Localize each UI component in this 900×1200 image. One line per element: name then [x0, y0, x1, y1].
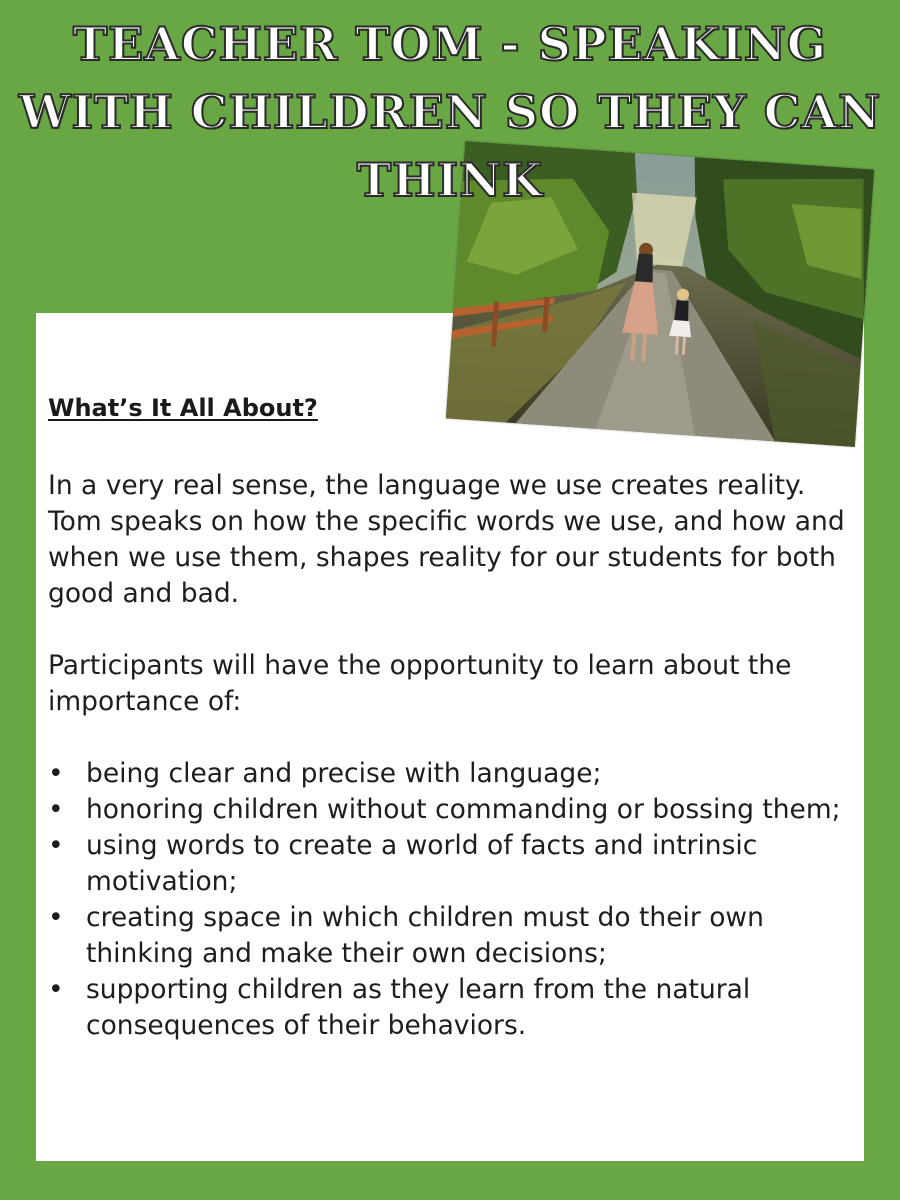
participants-paragraph: Participants will have the opportunity to learn about the importance of:: [48, 650, 792, 717]
bullet-icon: •: [48, 902, 64, 933]
list-item: [48, 828, 848, 900]
list-item-text: supporting children as they learn from the natural consequences of their behaviors.: [86, 974, 751, 1041]
list-item: [48, 756, 848, 792]
bullet-icon: •: [48, 794, 64, 825]
list-item: [48, 900, 848, 972]
section-heading: What’s It All About?: [48, 394, 318, 422]
list-item-text: being clear and precise with language;: [86, 758, 602, 789]
list-item-text: using words to create a world of facts and intrinsic motivation;: [86, 830, 758, 897]
bullet-icon: •: [48, 830, 64, 861]
page-title: TEACHER TOM - SPEAKING WITH CHILDREN SO THEY CAN THINK: [18, 17, 882, 207]
list-item: [48, 972, 848, 1044]
intro-paragraph: In a very real sense, the language we use creates reality. Tom speaks on how the specific words we use, and how and when we use them, shapes reality for our students for both good and bad.: [48, 470, 845, 609]
bullet-icon: •: [48, 758, 64, 789]
importance-list: [48, 756, 848, 1044]
bullet-icon: •: [48, 974, 64, 1005]
list-item-text: honoring children without commanding or bossing them;: [86, 794, 841, 825]
list-item: [48, 792, 848, 828]
list-item-text: creating space in which children must do their own thinking and make their own decisions;: [86, 902, 764, 969]
